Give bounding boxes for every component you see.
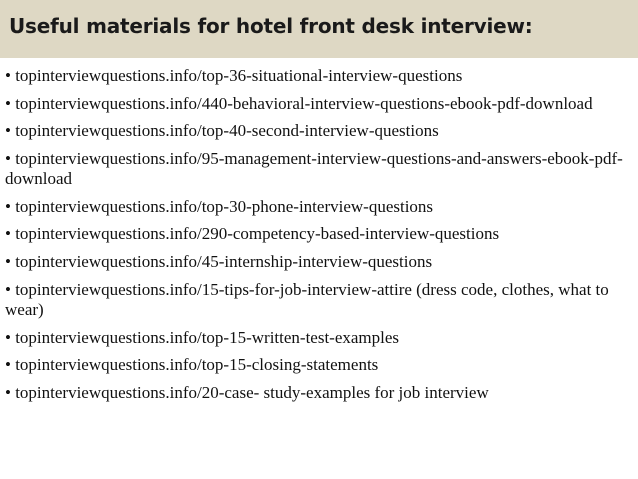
bullet-icon: • <box>5 149 16 169</box>
list-item-text: topinterviewquestions.info/top-15-closing-statements <box>15 355 379 375</box>
bullet-icon: • <box>5 382 16 402</box>
list-item-text: topinterviewquestions.info/top-15-written-test-examples <box>15 327 400 347</box>
list-item-text: topinterviewquestions.info/440-behavioral-interview-questions-ebook-pdf-download <box>15 93 593 113</box>
bullet-icon: • <box>5 93 16 113</box>
bullet-icon: • <box>5 327 16 347</box>
bullet-icon: • <box>5 355 16 375</box>
list-item <box>5 224 633 244</box>
bullet-icon: • <box>5 279 16 299</box>
slide-title: Useful materials for hotel front desk interview: <box>9 14 533 38</box>
list-item <box>5 149 633 189</box>
list-item <box>5 383 633 403</box>
bullet-icon: • <box>5 224 16 244</box>
list-item-text: topinterviewquestions.info/95-management-interview-questions-and-answers-ebook-pdf-download <box>5 149 623 189</box>
bullet-icon: • <box>5 66 16 85</box>
list-item-text: topinterviewquestions.info/top-30-phone-interview-questions <box>15 196 434 216</box>
bullet-icon: • <box>5 252 16 272</box>
list-item <box>5 280 633 320</box>
list-item-text: topinterviewquestions.info/290-competency-based-interview-questions <box>15 224 500 244</box>
list-item <box>5 197 633 217</box>
list-item <box>5 355 633 375</box>
list-item <box>5 121 633 141</box>
list-item <box>5 328 633 348</box>
bullet-icon: • <box>5 196 16 216</box>
list-item <box>5 252 633 272</box>
bullet-icon: • <box>5 121 16 141</box>
slide-header <box>0 0 638 58</box>
list-item <box>5 94 633 114</box>
list-item-text: topinterviewquestions.info/20-case- study-examples for job interview <box>15 382 489 402</box>
list-item-text: topinterviewquestions.info/top-40-second-interview-questions <box>15 121 439 141</box>
list-item-text: topinterviewquestions.info/top-36-situational-interview-questions <box>15 66 463 85</box>
materials-list <box>5 66 633 411</box>
list-item-text: topinterviewquestions.info/15-tips-for-job-interview-attire (dress code, clothes, what to wear) <box>5 279 609 319</box>
list-item <box>5 66 633 86</box>
list-item-text: topinterviewquestions.info/45-internship-interview-questions <box>15 252 433 272</box>
